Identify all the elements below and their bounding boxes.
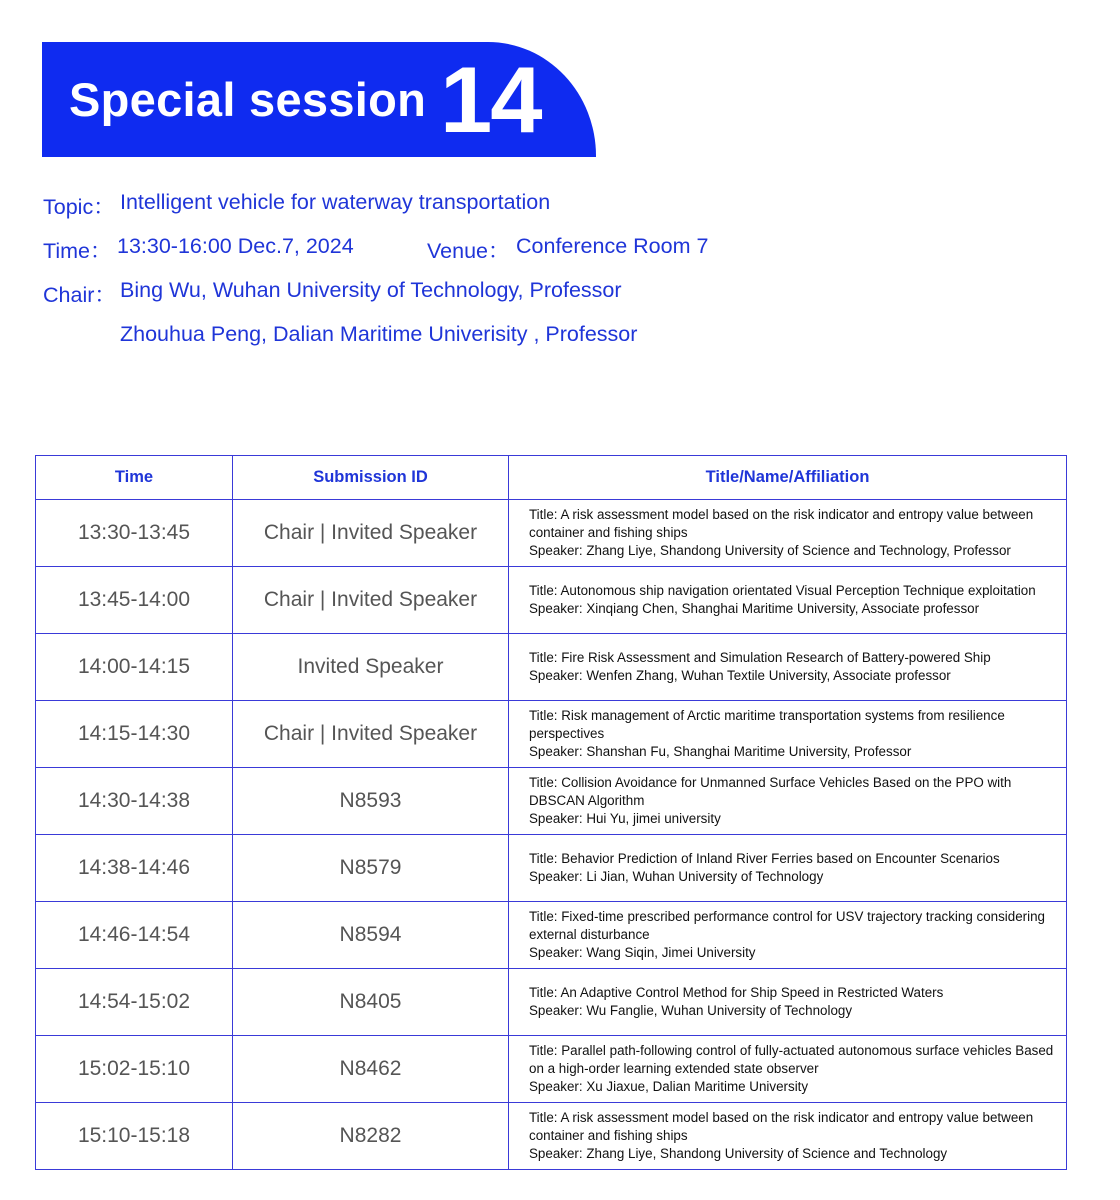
row-title: Title: Fire Risk Assessment and Simulation Research of Battery-powered Ship <box>529 650 991 665</box>
row-title: Title: Autonomous ship navigation orientated Visual Perception Technique exploitation <box>529 583 1036 598</box>
row-title: Title: An Adaptive Control Method for Ship Speed in Restricted Waters <box>529 985 944 1000</box>
row-speaker: Speaker: Shanshan Fu, Shanghai Maritime University, Professor <box>529 744 912 759</box>
row-details <box>509 835 1067 902</box>
row-details <box>509 500 1067 567</box>
header-title: Title/Name/Affiliation <box>509 456 1067 500</box>
table-row <box>36 500 1067 567</box>
row-submission-id: Chair | Invited Speaker <box>233 567 509 634</box>
table-row <box>36 1036 1067 1103</box>
table-row <box>36 1103 1067 1170</box>
row-speaker: Speaker: Wenfen Zhang, Wuhan Textile University, Associate professor <box>529 668 951 683</box>
row-title: Title: Fixed-time prescribed performance control for USV trajectory tracking considering external disturbance <box>529 909 1045 942</box>
table-row <box>36 835 1067 902</box>
row-speaker: Speaker: Zhang Liye, Shandong University of Science and Technology <box>529 1146 948 1161</box>
session-number: 14 <box>440 47 541 152</box>
row-submission-id: Invited Speaker <box>233 634 509 701</box>
table-row <box>36 701 1067 768</box>
table-row <box>36 969 1067 1036</box>
table-row <box>36 768 1067 835</box>
topic-key: Topic： <box>43 195 115 219</box>
table-row <box>36 902 1067 969</box>
table-row <box>36 567 1067 634</box>
row-submission-id: N8593 <box>233 768 509 835</box>
session-banner <box>42 42 596 157</box>
row-time: 14:30-14:38 <box>36 768 233 835</box>
chair-key: Chair： <box>43 283 116 307</box>
row-time: 13:30-13:45 <box>36 500 233 567</box>
row-time: 14:38-14:46 <box>36 835 233 902</box>
session-label: Special session <box>69 73 427 126</box>
row-submission-id: N8579 <box>233 835 509 902</box>
row-title: Title: Parallel path-following control of fully-actuated autonomous surface vehicles Based on a high-order learning extended state observer <box>529 1043 1054 1076</box>
row-speaker: Speaker: Li Jian, Wuhan University of Technology <box>529 869 824 884</box>
schedule-table <box>35 455 1067 1170</box>
row-submission-id: Chair | Invited Speaker <box>233 500 509 567</box>
row-speaker: Speaker: Xu Jiaxue, Dalian Maritime University <box>529 1079 809 1094</box>
row-details <box>509 567 1067 634</box>
venue-value: Conference Room 7 <box>516 234 709 258</box>
time-key: Time： <box>43 239 112 263</box>
row-speaker: Speaker: Xinqiang Chen, Shanghai Maritime University, Associate professor <box>529 601 980 616</box>
row-time: 14:54-15:02 <box>36 969 233 1036</box>
row-title: Title: A risk assessment model based on the risk indicator and entropy value between container and fishing ships <box>529 1110 1034 1143</box>
header-submission-id: Submission ID <box>233 456 509 500</box>
row-time: 15:02-15:10 <box>36 1036 233 1103</box>
row-details <box>509 969 1067 1036</box>
row-details <box>509 634 1067 701</box>
topic-value: Intelligent vehicle for waterway transportation <box>120 190 551 214</box>
header-time: Time <box>36 456 233 500</box>
row-title: Title: Risk management of Arctic maritime transportation systems from resilience perspectives <box>529 708 1005 741</box>
row-time: 14:00-14:15 <box>36 634 233 701</box>
table-header-row <box>36 456 1067 500</box>
row-time: 14:46-14:54 <box>36 902 233 969</box>
row-submission-id: N8462 <box>233 1036 509 1103</box>
chair-1: Bing Wu, Wuhan University of Technology, Professor <box>120 278 622 302</box>
row-details <box>509 902 1067 969</box>
row-speaker: Speaker: Wang Siqin, Jimei University <box>529 945 756 960</box>
row-details <box>509 701 1067 768</box>
chair-2: Zhouhua Peng, Dalian Maritime Univerisity , Professor <box>120 322 638 346</box>
row-details <box>509 768 1067 835</box>
row-time: 14:15-14:30 <box>36 701 233 768</box>
row-details <box>509 1036 1067 1103</box>
row-time: 13:45-14:00 <box>36 567 233 634</box>
time-value: 13:30-16:00 Dec.7, 2024 <box>117 234 354 258</box>
row-title: Title: A risk assessment model based on the risk indicator and entropy value between container and fishing ships <box>529 507 1034 540</box>
row-submission-id: Chair | Invited Speaker <box>233 701 509 768</box>
table-row <box>36 634 1067 701</box>
row-submission-id: N8594 <box>233 902 509 969</box>
row-time: 15:10-15:18 <box>36 1103 233 1170</box>
row-submission-id: N8405 <box>233 969 509 1036</box>
row-title: Title: Behavior Prediction of Inland River Ferries based on Encounter Scenarios <box>529 851 1000 866</box>
row-submission-id: N8282 <box>233 1103 509 1170</box>
row-speaker: Speaker: Zhang Liye, Shandong University of Science and Technology, Professor <box>529 543 1011 558</box>
row-title: Title: Collision Avoidance for Unmanned Surface Vehicles Based on the PPO with DBSCAN Algorithm <box>529 775 1012 808</box>
row-speaker: Speaker: Hui Yu, jimei university <box>529 811 721 826</box>
row-details <box>509 1103 1067 1170</box>
row-speaker: Speaker: Wu Fanglie, Wuhan University of Technology <box>529 1003 853 1018</box>
venue-key: Venue： <box>427 239 510 263</box>
